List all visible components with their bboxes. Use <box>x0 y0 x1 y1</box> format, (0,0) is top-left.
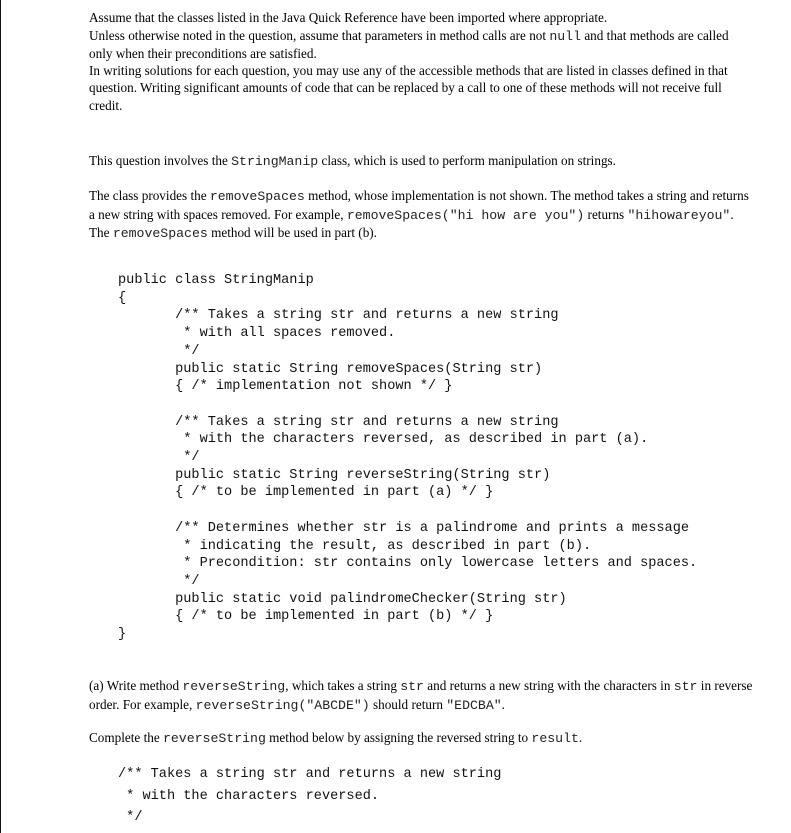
inline-code: str <box>673 679 698 694</box>
code-line: * with the characters reversed, as described in part (a). <box>118 432 649 448</box>
question-paragraph-2: The class provides the removeSpaces method, whose implementation is not shown. The method takes a string and returns a new string with spaces removed. For example, removeSpaces("hi how are you") returns "hihowareyou". The removeSpaces method will be used in part (b). <box>89 188 749 241</box>
inline-code: reverseString("ABCDE") <box>195 697 370 713</box>
code-line: * with the characters reversed. <box>118 788 380 804</box>
code-line: * indicating the result, as described in part (b). <box>118 538 592 554</box>
code-line: /** Takes a string str and returns a new string <box>118 308 559 324</box>
code-line: { <box>118 290 127 306</box>
code-line: { /* to be implemented in part (a) */ } <box>118 485 494 501</box>
code-line: public static String reverseString(String str) <box>118 467 551 483</box>
code-line: /** Takes a string str and returns a new string <box>118 414 559 430</box>
part-a-prompt: (a) Write method reverseString, which takes a string str and returns a new string with the characters in str in reverse order. For example, reverseString("ABCDE") should return "EDCBA". <box>89 678 753 713</box>
inline-code: removeSpaces <box>209 189 305 204</box>
inline-code: reverseString <box>162 731 266 746</box>
instructions-line-3: In writing solutions for each question, you may use any of the accessible methods that are listed in classes defined in that question. Writing significant amounts of code that can be replaced by a call to one of these methods will not receive full credit. <box>89 62 728 113</box>
left-border <box>0 0 1 833</box>
method-code-block <box>118 764 501 829</box>
code-line: public class StringManip <box>118 273 314 288</box>
code-line: * Precondition: str contains only lowercase letters and spaces. <box>118 556 698 572</box>
inline-code: "hihowareyou" <box>627 207 731 223</box>
inline-code: result <box>531 731 579 746</box>
code-line: */ <box>118 343 200 359</box>
code-line: */ <box>118 573 200 589</box>
code-line: */ <box>118 810 143 825</box>
null-keyword: null <box>549 28 582 44</box>
code-line: } <box>118 627 127 643</box>
class-code-block <box>118 272 697 644</box>
inline-code: str <box>400 679 424 694</box>
code-line: /** Takes a string str and returns a new string <box>118 767 502 782</box>
instructions-line-1: Assume that the classes listed in the Java Quick Reference have been imported where appropriate. <box>89 10 608 25</box>
code-line <box>118 502 697 520</box>
code-line: */ <box>118 450 200 466</box>
part-a-instruction: Complete the reverseString method below by assigning the reversed string to result. <box>89 730 583 746</box>
code-line: public static String removeSpaces(String str) <box>118 361 543 377</box>
code-line: public static void palindromeChecker(String str) <box>118 591 567 607</box>
inline-code: reverseString <box>182 679 286 694</box>
code-line: * with all spaces removed. <box>118 326 396 342</box>
class-name-code: StringManip <box>231 154 319 169</box>
code-line <box>118 396 697 414</box>
inline-code: "EDCBA" <box>446 697 502 713</box>
code-line: { /* implementation not shown */ } <box>118 379 453 395</box>
question-paragraph-1: This question involves the StringManip class, which is used to perform manipulation on strings. <box>89 153 616 169</box>
instructions-line-2: Unless otherwise noted in the question, assume that parameters in method calls are not null and that methods are called only when their preconditions are satisfied. <box>89 27 729 61</box>
inline-code: removeSpaces("hi how are you") <box>346 207 585 223</box>
code-line: { /* to be implemented in part (b) */ } <box>118 609 494 625</box>
inline-code: removeSpaces <box>112 226 208 241</box>
code-line: /** Determines whether str is a palindrome and prints a message <box>118 520 690 536</box>
